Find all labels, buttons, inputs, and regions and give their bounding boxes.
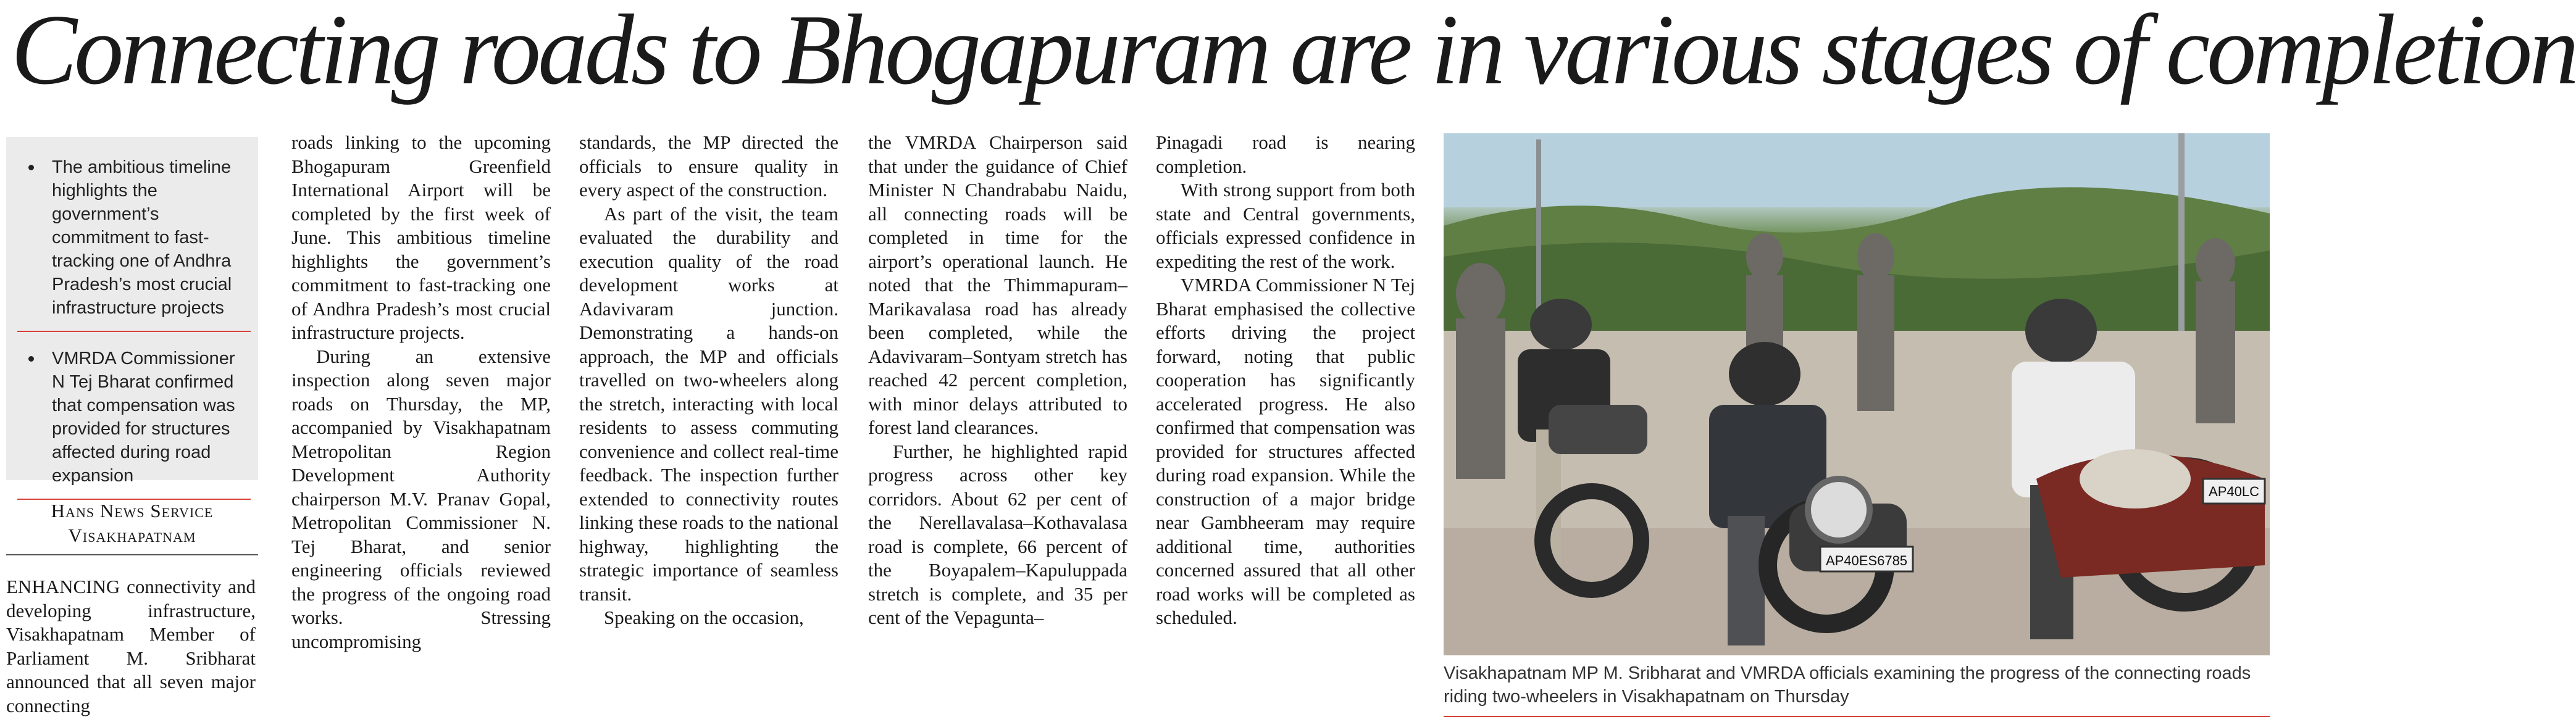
highlight-item: VMRDA Commissioner N Tej Bharat confirmed that compensation was provided for structures affected during road expansion	[17, 347, 251, 500]
article-column-1	[291, 131, 551, 654]
byline	[6, 499, 258, 548]
article-paragraph: roads linking to the upcoming Bhogapuram Greenfield International Airport will be completed by the first week of June. This ambitious timeline highlights the government’s commitment to fast-tracking one of Andhra Pradesh’s most crucial infrastructure projects.	[291, 131, 551, 343]
article-column-intro	[6, 575, 256, 718]
caption-divider	[1444, 716, 2270, 717]
article-paragraph: Further, he highlighted rapid progress across other key corridors. About 62 per cent of the Nerellavalasa–Kothavalasa road is complete, 66 percent of the Boyapalem–Kapuluppada stretch is complete, and 35 per cent of the Vepagunta–	[868, 440, 1127, 628]
number-plate: AP40ES6785	[1825, 553, 1908, 568]
number-plate: AP40LC	[2209, 484, 2259, 499]
news-photo	[1444, 133, 2270, 655]
headline: Connecting roads to Bhogapuram are in various stages of completion	[11, 0, 2576, 106]
article-paragraph: As part of the visit, the team evaluated the durability and execution quality of the road development works at Adavivaram junction. Demonstrating a hands-on approach, the MP and officials travelled on two-wheelers along the stretch, interacting with local residents to assess commuting convenience and collect real-time feedback. The inspection further extended to connectivity routes linking these roads to the national highway, highlighting the strategic importance of seamless transit.	[579, 202, 838, 605]
photo-caption: Visakhapatnam MP M. Sribharat and VMRDA officials examining the progress of the connecting roads riding two-wheelers in Visakhapatnam on Thursday	[1444, 663, 2251, 707]
byline-divider	[6, 554, 258, 555]
article-paragraph: Pinagadi road is nearing completion.	[1156, 131, 1415, 177]
byline-agency: Hans News Service	[51, 500, 214, 521]
article-paragraph: During an extensive inspection along seven major roads on Thursday, the MP, accompanied by Visakhapatnam Metropolitan Region Development Authority chairperson M.V. Pranav Gopal, Metropolitan Commissioner N. Tej Bharat, and senior engineering officials reviewed the progress of the ongoing road works. Stressing uncompromising	[291, 345, 551, 652]
article-column-2	[579, 131, 838, 630]
byline-place: Visakhapatnam	[68, 525, 196, 546]
highlights-box	[6, 137, 258, 486]
article-paragraph: ENHANCING connectivity and developing infrastructure, Visakhapatnam Member of Parliament M. Sribharat announced that all seven major connecting	[6, 576, 256, 716]
article-paragraph: standards, the MP directed the officials to ensure quality in every aspect of the construction.	[579, 131, 838, 201]
article-column-3	[868, 131, 1127, 630]
article-column-4	[1156, 131, 1415, 630]
article-paragraph: With strong support from both state and Central governments, officials expressed confidence in expediting the rest of the work.	[1156, 179, 1415, 272]
highlight-item: The ambitious timeline highlights the government’s commitment to fast-tracking one of Andhra Pradesh’s most crucial infrastructure projects	[17, 156, 251, 332]
article-paragraph: the VMRDA Chairperson said that under the guidance of Chief Minister N Chandrababu Naidu, all connecting roads will be completed in time for the airport’s operational launch. He noted that the Thimmapuram–Marikavalasa road has already been completed, while the Adavivaram–Sontyam stretch has reached 42 percent completion, with minor delays attributed to forest land clearances.	[868, 131, 1127, 438]
article-paragraph: Speaking on the occasion,	[604, 607, 804, 628]
photo-illustration	[1444, 133, 2270, 655]
article-paragraph: VMRDA Commissioner N Tej Bharat emphasised the collective efforts driving the project forward, noting that public cooperation has significantly accelerated progress. He also confirmed that compensation was provided for structures affected during road expansion. While the construction of a major bridge near Gambheeram may require additional time, authorities concerned assured that all other road works will be completed as scheduled.	[1156, 274, 1415, 628]
